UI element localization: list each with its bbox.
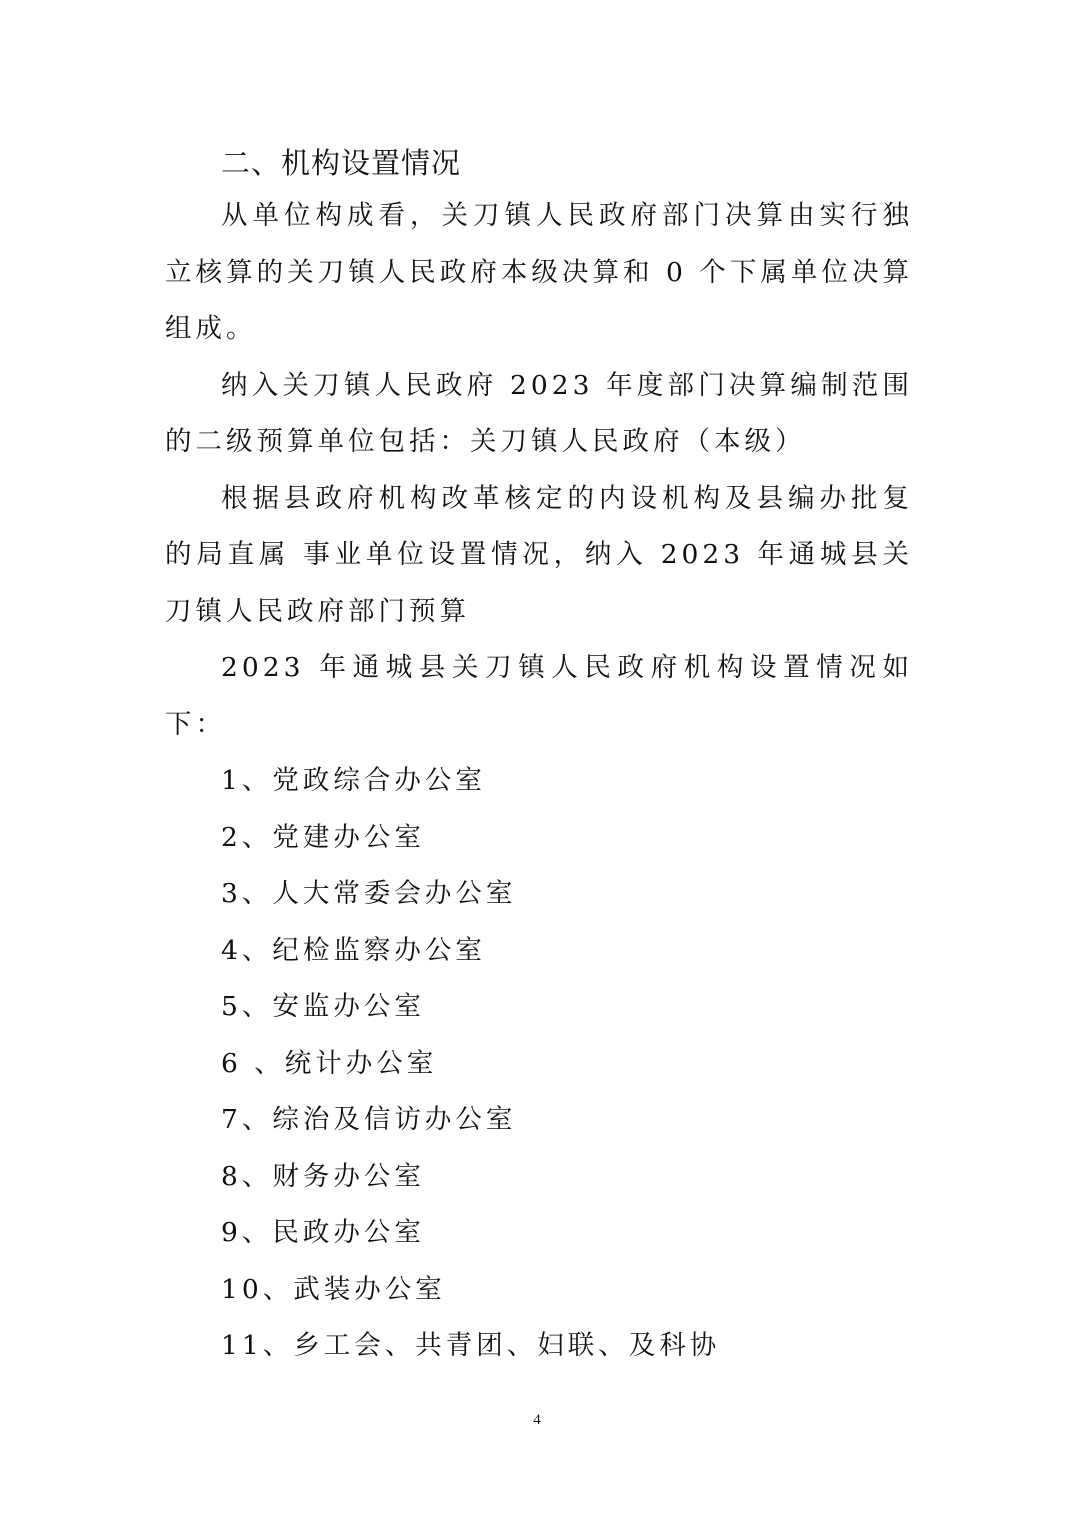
list-item: 5、安监办公室 bbox=[221, 991, 425, 1022]
paragraph-reform-basis: 根据县政府机构改革核定的内设机构及县编办批复的局直属 事业单位设置情况，纳入 2023 年通城县关刀镇人民政府部门预算 bbox=[165, 482, 913, 627]
list-item: 7、综治及信访办公室 bbox=[221, 1104, 517, 1135]
paragraph-unit-composition: 从单位构成看，关刀镇人民政府部门决算由实行独立核算的关刀镇人民政府本级决算和 0 个下属单位决算组成。 bbox=[165, 200, 913, 344]
list-item: 3、人大常委会办公室 bbox=[221, 878, 517, 909]
list-item: 9、民政办公室 bbox=[221, 1217, 425, 1248]
list-item: 6 、统计办公室 bbox=[221, 1047, 438, 1079]
list-item: 10、武装办公室 bbox=[221, 1273, 446, 1305]
list-item: 1、党政综合办公室 bbox=[221, 765, 486, 796]
page-content bbox=[165, 138, 913, 1375]
list-item: 2、党建办公室 bbox=[221, 821, 425, 853]
office-list bbox=[165, 753, 913, 1375]
list-item: 11、乡工会、共青团、妇联、及科协 bbox=[221, 1330, 721, 1361]
paragraph-list-intro: 2023 年通城县关刀镇人民政府机构设置情况如下： bbox=[165, 652, 913, 740]
section-heading: 二、机构设置情况 bbox=[221, 146, 462, 180]
list-item: 4、纪检监察办公室 bbox=[221, 934, 486, 966]
paragraph-budget-scope: 纳入关刀镇人民政府 2023 年度部门决算编制范围的二级预算单位包括：关刀镇人民政府（本级） bbox=[165, 369, 913, 457]
list-item: 8、财务办公室 bbox=[221, 1160, 425, 1192]
page-number: 4 bbox=[533, 1412, 541, 1428]
